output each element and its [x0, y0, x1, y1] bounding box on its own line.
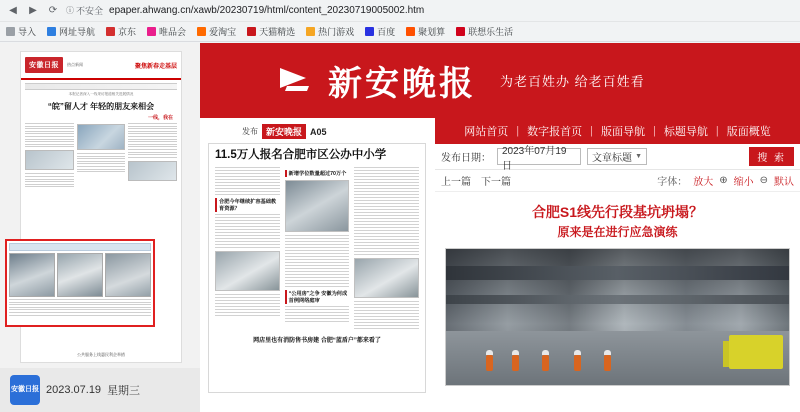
site-icon [247, 27, 256, 36]
security-label: 不安全 [76, 6, 104, 16]
left-preview-panel [0, 43, 200, 412]
paper-photo [285, 180, 350, 232]
nav-separator: | [590, 125, 593, 137]
filter-row [435, 144, 800, 170]
worker-figure [486, 355, 493, 371]
font-bigger-button[interactable]: 放大 [693, 177, 714, 188]
nav-separator: | [715, 125, 719, 137]
title-select-label: 文章标题 [592, 153, 632, 164]
page-number: A05 [310, 126, 327, 137]
site-icon [456, 27, 465, 36]
site-icon [197, 27, 206, 36]
bookmark-item[interactable] [247, 25, 295, 38]
nav-separator: | [653, 125, 656, 137]
bookmark-label: 聚划算 [418, 27, 446, 37]
site-icon [47, 27, 56, 36]
photo-beam [446, 295, 789, 304]
folder-icon [6, 27, 15, 36]
site-icon [406, 27, 415, 36]
thumbnail-photo [128, 161, 177, 181]
thumbnail-headline: “皖”留人才 年轻的朋友来相会 [47, 102, 155, 111]
nav-item-page-overview[interactable]: 版面概览 [726, 126, 771, 138]
bookmark-item[interactable] [147, 25, 186, 38]
photo-beam [446, 266, 789, 280]
paper-photo [215, 251, 280, 291]
article-pane [435, 118, 800, 412]
status-weekday: 星期三 [107, 385, 141, 397]
site-icon [365, 27, 374, 36]
paper-column [354, 167, 419, 331]
bookmark-item[interactable] [6, 25, 36, 38]
site-icon [306, 27, 315, 36]
publish-label: 发布 [242, 127, 258, 136]
paper-tag: 新安晚报 [262, 124, 306, 139]
bookmark-label: 联想乐生活 [468, 27, 514, 37]
thumbnail-column [25, 121, 74, 189]
date-input[interactable]: 2023年07月19日 [497, 148, 581, 165]
paper-text-lines [215, 294, 280, 316]
site-icon [106, 27, 115, 36]
region-photo [9, 253, 55, 297]
forward-arrow-icon[interactable]: ▶ [29, 5, 37, 16]
paper-page-image[interactable] [208, 143, 426, 393]
back-arrow-icon[interactable]: ◀ [9, 5, 17, 16]
thumbnail-columns [21, 121, 181, 189]
region-photo [105, 253, 151, 297]
worker-figure [542, 355, 549, 371]
paper-column [285, 167, 350, 331]
bookmark-label: 热门游戏 [318, 27, 355, 37]
selected-region-lines [7, 297, 153, 319]
nav-item-epaper-home[interactable]: 数字报首页 [527, 126, 583, 138]
construction-site-photo [445, 248, 790, 386]
worker-figure [604, 355, 611, 371]
selected-page-region[interactable] [5, 239, 155, 327]
thumbnail-band [25, 83, 177, 90]
paper-photo [354, 258, 419, 298]
worker-figure [574, 355, 581, 371]
region-photo [57, 253, 103, 297]
security-indicator[interactable] [66, 4, 103, 17]
separator: ⊕ [719, 175, 728, 186]
app-logo: 安徽日报 [10, 375, 40, 405]
site-icon [147, 27, 156, 36]
content-area [200, 118, 800, 412]
bookmark-item[interactable] [47, 25, 95, 38]
worker-figure [512, 355, 519, 371]
thumbnail-column [128, 121, 177, 189]
bookmark-item[interactable] [306, 25, 354, 38]
bookmark-label: 网址导航 [59, 27, 96, 37]
nav-item-title-nav[interactable]: 标题导航 [663, 126, 708, 138]
nav-separator: | [516, 125, 520, 137]
font-smaller-button[interactable]: 缩小 [733, 177, 754, 188]
url-text[interactable]: epaper.ahwang.cn/xawb/20230719/html/content_20230719005002.htm [109, 5, 425, 16]
thumbnail-sub-headline: 一线，我在 [147, 115, 173, 121]
bookmark-item[interactable] [406, 25, 445, 38]
bookmark-label: 导入 [18, 27, 37, 37]
paper-column [215, 167, 280, 331]
thumbnail-masthead [21, 52, 181, 80]
paper-page-pane[interactable] [200, 118, 435, 412]
thumbnail-text-lines [77, 153, 126, 172]
font-size-label: 字体： [657, 177, 688, 188]
selected-region-photos [7, 253, 153, 297]
status-bar [0, 368, 200, 412]
paper-columns [215, 167, 419, 331]
bookmark-item[interactable] [456, 25, 513, 38]
bookmark-item[interactable] [106, 25, 136, 38]
thumbnail-footer-note: 公共服务上线惠民利企举措 [77, 352, 125, 357]
brand-name: 新安晚报 [328, 64, 476, 104]
article-body [435, 192, 800, 386]
paper-text-lines [285, 235, 350, 287]
paper-footer-headline: 网店里也有消防售书房建 合肥“蓝盾户”都来看了 [253, 337, 381, 344]
thumbnail-right-header: 聚焦新春走基层 [134, 63, 177, 70]
paper-page-toolbar [208, 124, 431, 139]
bookmark-label: 天猫精选 [259, 27, 296, 37]
paper-text-lines [285, 306, 350, 322]
thumbnail-kicker: 本报记者深入一线采访报道相关进展情况 [68, 92, 134, 96]
paper-text-lines [215, 214, 280, 248]
date-label: 发布日期： [441, 153, 491, 164]
info-icon: ⓘ [66, 6, 74, 15]
epaper-site [200, 43, 800, 412]
site-header [200, 43, 800, 118]
separator: ⊖ [759, 175, 768, 186]
bookmark-label: 京东 [118, 27, 137, 37]
reload-icon[interactable]: ⟳ [48, 5, 58, 16]
bookmark-label: 百度 [377, 27, 396, 37]
title-select[interactable] [587, 148, 647, 165]
thumbnail-text-lines [25, 173, 74, 187]
status-date: 2023.07.19 [46, 384, 102, 396]
selected-region-header [9, 243, 151, 251]
nav-item-page-nav[interactable]: 版面导航 [601, 126, 645, 138]
thumbnail-column [77, 121, 126, 189]
chevron-down-icon: ▼ [635, 153, 642, 160]
red-arrow-logo-icon [280, 64, 314, 98]
excavator-shape [729, 335, 783, 369]
thumbnail-text-lines [128, 123, 177, 158]
paper-subhead: 合肥今年继续扩容基础教育资源？ [215, 198, 280, 212]
bookmark-label: 爱淘宝 [209, 27, 237, 37]
paper-headline: 11.5万人报名合肥市区公办中小学 [215, 149, 387, 161]
address-bar[interactable] [0, 0, 800, 22]
thumbnail-text-lines [25, 123, 74, 147]
font-size-controls [657, 173, 794, 188]
paper-text-lines [354, 301, 419, 329]
paper-text-lines [215, 167, 280, 195]
search-button[interactable]: 搜 索 [749, 147, 794, 166]
article-subtitle: 原来是在进行应急演练 [557, 225, 678, 239]
thumbnail-photo [25, 150, 74, 170]
font-default-button[interactable]: 默认 [774, 177, 794, 188]
thumbnail-logo: 安徽日报 [25, 57, 63, 73]
nav-item-home[interactable]: 网站首页 [464, 126, 509, 138]
pager-row [435, 170, 800, 192]
brand-slogan: 为老百姓办 给老百姓看 [500, 74, 645, 89]
bookmark-label: 唯品会 [159, 27, 187, 37]
paper-subhead: 新增学位数量超过70万个 [285, 170, 350, 177]
bookmark-item[interactable] [365, 25, 395, 38]
prev-article-link[interactable]: 上一篇 [441, 177, 471, 188]
paper-subhead: “公用房”之争 安徽为何成首例网络庭审 [285, 290, 350, 304]
site-nav [435, 118, 800, 144]
next-article-link[interactable]: 下一篇 [481, 177, 511, 188]
page-content [0, 43, 800, 412]
paper-text-lines [354, 167, 419, 255]
bookmarks-bar [0, 22, 800, 42]
thumbnail-logo-sub: 热点新闻 [67, 62, 83, 67]
thumbnail-photo [77, 124, 126, 150]
bookmark-item[interactable] [197, 25, 236, 38]
article-title: 合肥S1线先行段基坑坍塌？ [531, 204, 704, 220]
